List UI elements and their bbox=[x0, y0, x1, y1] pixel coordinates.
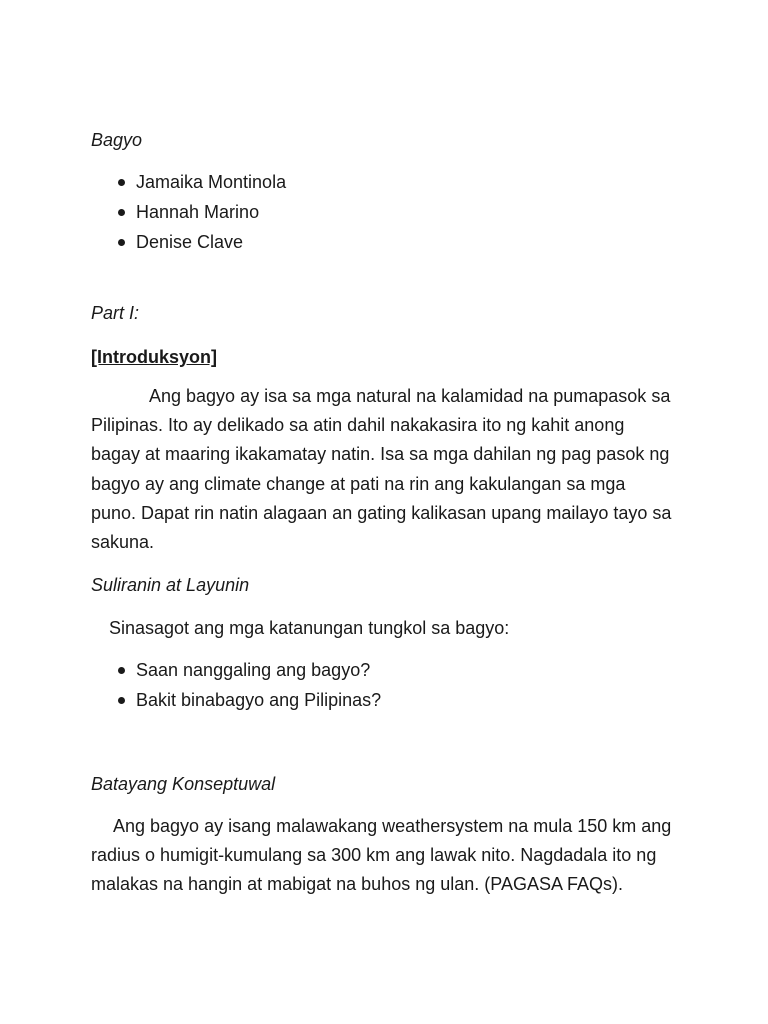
list-item: Denise Clave bbox=[91, 227, 286, 257]
list-item: Jamaika Montinola bbox=[91, 167, 286, 197]
bullet-icon bbox=[118, 667, 125, 674]
question-list bbox=[91, 655, 381, 715]
bullet-icon bbox=[118, 697, 125, 704]
bullet-icon bbox=[118, 209, 125, 216]
paragraph-line: Ang bagyo ay isa sa mga natural na kalamidad na pumapasok sa bbox=[149, 386, 671, 406]
paragraph-line: malakas na hangin at mabigat na buhos ng ulan. (PAGASA FAQs). bbox=[91, 874, 623, 895]
paragraph-line: sakuna. bbox=[91, 532, 155, 553]
list-item: Hannah Marino bbox=[91, 197, 286, 227]
paragraph-line: radius o humigit-kumulang sa 300 km ang lawak nito. Nagdadala ito ng bbox=[91, 845, 657, 866]
list-item: Bakit binabagyo ang Pilipinas? bbox=[91, 685, 381, 715]
paragraph-line: bagay at maaring ikakamatay natin. Isa sa mga dahilan ng pag pasok ng bbox=[91, 444, 670, 465]
list-item: Saan nanggaling ang bagyo? bbox=[91, 655, 381, 685]
bullet-icon bbox=[118, 239, 125, 246]
paragraph-line: Pilipinas. Ito ay delikado sa atin dahil nakakasira ito ng kahit anong bbox=[91, 415, 625, 436]
paragraph-line: puno. Dapat rin natin alagaan an gating kalikasan upang mailayo tayo sa bbox=[91, 502, 672, 523]
paragraph-line: bagyo ay ang climate change at pati na rin ang kakulangan sa mga bbox=[91, 473, 626, 494]
part-label: Part I: bbox=[91, 303, 140, 323]
document-title: Bagyo bbox=[91, 130, 143, 150]
problem-heading: Suliranin at Layunin bbox=[91, 575, 250, 595]
introduction-paragraph bbox=[91, 382, 691, 557]
author-list bbox=[91, 167, 286, 257]
introduction-heading: [Introduksyon] bbox=[91, 347, 217, 367]
problem-intro: Sinasagot ang mga katanungan tungkol sa bagyo: bbox=[109, 618, 510, 638]
framework-paragraph bbox=[91, 812, 691, 900]
paragraph-line: Ang bagyo ay isang malawakang weathersystem na mula 150 km ang bbox=[113, 816, 672, 836]
bullet-icon bbox=[118, 179, 125, 186]
framework-heading: Batayang Konseptuwal bbox=[91, 774, 276, 794]
